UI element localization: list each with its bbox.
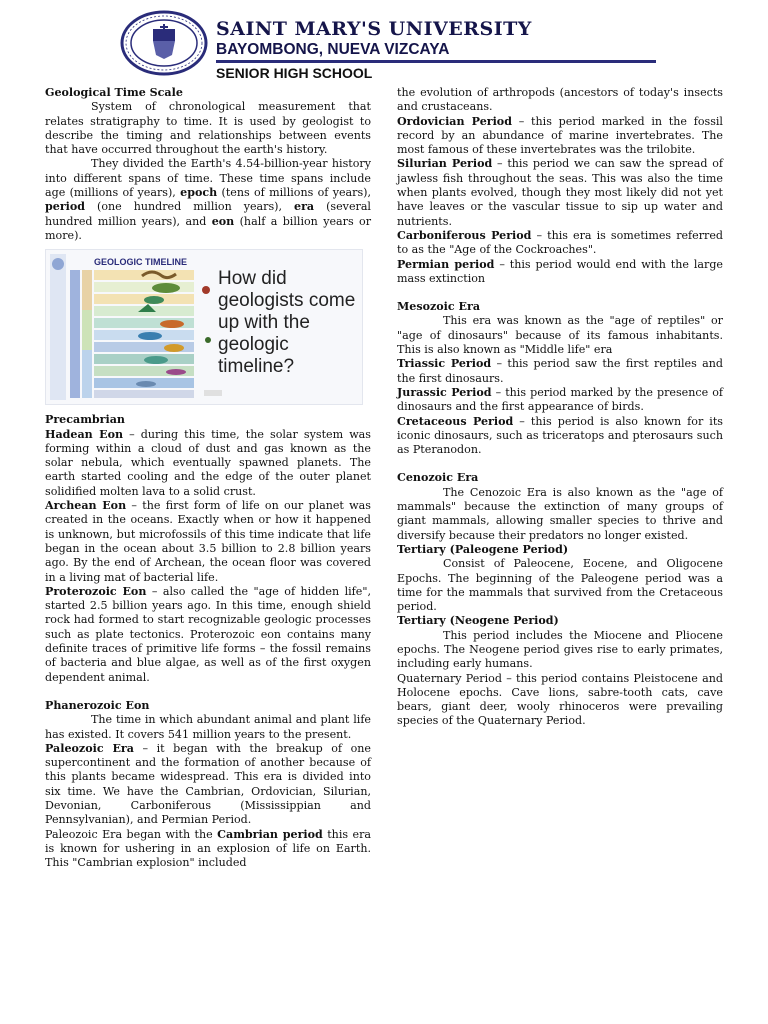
- right-column: [397, 86, 723, 729]
- paragraph-hadean: [45, 428, 371, 499]
- text-run: They divided the Earth's 4.54-billion-year history into different spans of time. These time spans include age (millions of years),: [45, 157, 371, 200]
- text-run: – this period would end with the large mass extinction: [397, 257, 723, 285]
- school-name: SENIOR HIGH SCHOOL: [216, 65, 373, 81]
- text-run: – it began with the breakup of one supercontinent and the formation of another because of this plants became widespread. This era is divided into six time. We have the Cambrian, Ordovician, Silurian, Devonian, Carboniferous (Mississippian and Pennsylvanian), and Permian Period.: [45, 741, 371, 827]
- term-triassic-period: Triassic Period: [397, 357, 492, 371]
- term-ordovician-period: Ordovician Period: [397, 114, 512, 128]
- left-column: [45, 86, 371, 870]
- section-title-phanerozoic: Phanerozoic Eon: [45, 698, 150, 712]
- paragraph-silurian: [397, 157, 723, 228]
- term-era: era: [294, 200, 315, 214]
- paragraph-archean: [45, 499, 371, 585]
- paragraph-paleogene: Consist of Paleocene, Eocene, and Oligocene Epochs. The beginning of the Paleogene period was a time for the mammals that survived from the Cretaceous period.: [397, 557, 723, 614]
- section-title-geological-time-scale: Geological Time Scale: [45, 86, 183, 99]
- text-run: – this era is sometimes referred to as the "Age of the Cockroaches".: [397, 228, 724, 257]
- letterhead: [120, 10, 680, 80]
- paragraph-cenozoic: The Cenozoic Era is also known as the "age of mammals" because the extinction of many groups of giant mammals, allowing smaller species to thrive and diversify because their predators no longer existed.: [397, 485, 723, 542]
- term-carboniferous-period: Carboniferous Period: [397, 228, 532, 242]
- paragraph-cretaceous: [397, 415, 723, 458]
- paragraph-carboniferous: [397, 229, 723, 258]
- text-run: – during this time, the solar system was forming within a cloud of dust and gas known as the solar nebula, which eventually spawned planets. The earth started cooling and the edge of the outer planet solidified molten lava to a solid crust.: [45, 427, 371, 498]
- term-archean-eon: Archean Eon: [45, 499, 127, 513]
- section-title-precambrian: Precambrian: [45, 413, 125, 427]
- section-title-cenozoic: Cenozoic Era: [397, 471, 479, 485]
- figure-question: How did geologists come up with the geologic timeline?: [218, 268, 356, 378]
- term-hadean-eon: Hadean Eon: [45, 427, 124, 441]
- paragraph-jurassic: [397, 386, 723, 415]
- text-run: – this period we can saw the spread of jawless fish throughout the seas. This was also the time when plants evolved, though they most likely did not yet have leaves or the vascular tissue to sip up water and nutrients.: [397, 157, 723, 228]
- paragraph-permian: [397, 258, 723, 287]
- paragraph-cambrian-continued: the evolution of arthropods (ancestors of today's insects and crustaceans.: [397, 86, 723, 114]
- term-jurassic-period: Jurassic Period: [397, 385, 492, 399]
- text-run: – this period marked by the presence of dinosaurs and the first appearance of birds.: [397, 385, 723, 414]
- paragraph-ordovician: [397, 115, 723, 158]
- term-paleozoic-era: Paleozoic Era: [45, 741, 134, 755]
- university-seal-icon: [120, 10, 208, 76]
- header-rule: [216, 60, 656, 63]
- geologic-timeline-figure: [45, 249, 363, 405]
- university-location: BAYOMBONG, NUEVA VIZCAYA: [216, 41, 450, 58]
- term-cambrian-period: Cambrian period: [217, 827, 323, 841]
- paragraph-proterozoic: [45, 585, 371, 685]
- section-title-mesozoic: Mesozoic Era: [397, 300, 481, 314]
- paragraph-cambrian: [45, 828, 371, 871]
- text-run: – the first form of life on our planet was created in the oceans. Exactly when or how it happened is unknown, but microfossils of this time indicate that life began in the ocean about 3.5 billion to 2.8 billion years ago. By the end of Archean, the ocean floor was covered in a living mat of bacterial life.: [45, 499, 371, 584]
- paragraph-neogene: This period includes the Miocene and Pliocene epochs. The Neogene period gives rise to early primates, including early humans.: [397, 628, 723, 671]
- term-period: period: [45, 200, 86, 214]
- term-cretaceous-period: Cretaceous Period: [397, 414, 514, 428]
- paragraph-triassic: [397, 357, 723, 386]
- paragraph-mesozoic: This era was known as the "age of reptiles" or "age of dinosaurs" because of its famous inhabitants. This is also known as "Middle life" era: [397, 314, 723, 357]
- paragraph-phanerozoic: The time in which abundant animal and plant life has existed. It covers 541 million years to the present.: [45, 713, 371, 741]
- term-proterozoic-eon: Proterozoic Eon: [45, 584, 147, 598]
- paragraph-time-spans: [45, 157, 371, 243]
- text-run: – this period is also known for its iconic dinosaurs, such as triceratops and pterosaurs such as Pteranodon.: [397, 414, 723, 457]
- term-silurian-period: Silurian Period: [397, 157, 493, 171]
- text-run: (several hundred million years), and: [45, 200, 371, 228]
- text-run: – this period marked in the fossil record by an abundance of marine invertebrates. The most famous of these invertebrates was the trilobite.: [397, 114, 723, 157]
- figure-title: GEOLOGIC TIMELINE: [94, 257, 188, 268]
- text-run: (one hundred million years),: [85, 200, 295, 214]
- text-run: (half a billion years or more).: [45, 214, 371, 242]
- section-title-paleogene: Tertiary (Paleogene Period): [397, 542, 569, 556]
- text-run: Paleozoic Era began with the: [45, 827, 218, 841]
- paragraph-intro: System of chronological measurement that relates stratigraphy to time. It is used by geologist to describe the timing and relationships between events that have occurred throughout the earth's history.: [45, 100, 371, 157]
- paragraph-quaternary: Quaternary Period – this period contains Pleistocene and Holocene epochs. Cave lions, sabre-tooth cats, cave bears, giant deer, wooly rhinoceros were prevailing species of the Quaternary Period.: [397, 671, 723, 728]
- text-run: – this period saw the first reptiles and the first dinosaurs.: [397, 357, 723, 385]
- term-permian-period: Permian period: [397, 257, 495, 271]
- paragraph-paleozoic: [45, 742, 371, 828]
- text-run: – also called the "age of hidden life", started 2.5 billion years ago. In this time, enough shield rock had formed to start recognizable geologic processes such as plate tectonics. Proterozoic eon contains many definite traces of primitive life forms – the fossil remains of bacteria and blue algae, as well as of the first oxygen dependent animal.: [45, 584, 371, 684]
- section-title-neogene: Tertiary (Neogene Period): [397, 614, 559, 628]
- term-eon: eon: [211, 214, 235, 228]
- term-epoch: epoch: [180, 186, 218, 200]
- text-run: this era is known for ushering in an explosion of life on Earth. This "Cambrian explosion" included: [45, 827, 371, 870]
- university-name: SAINT MARY'S UNIVERSITY: [216, 18, 532, 40]
- text-run: (tens of millions of years),: [217, 186, 371, 200]
